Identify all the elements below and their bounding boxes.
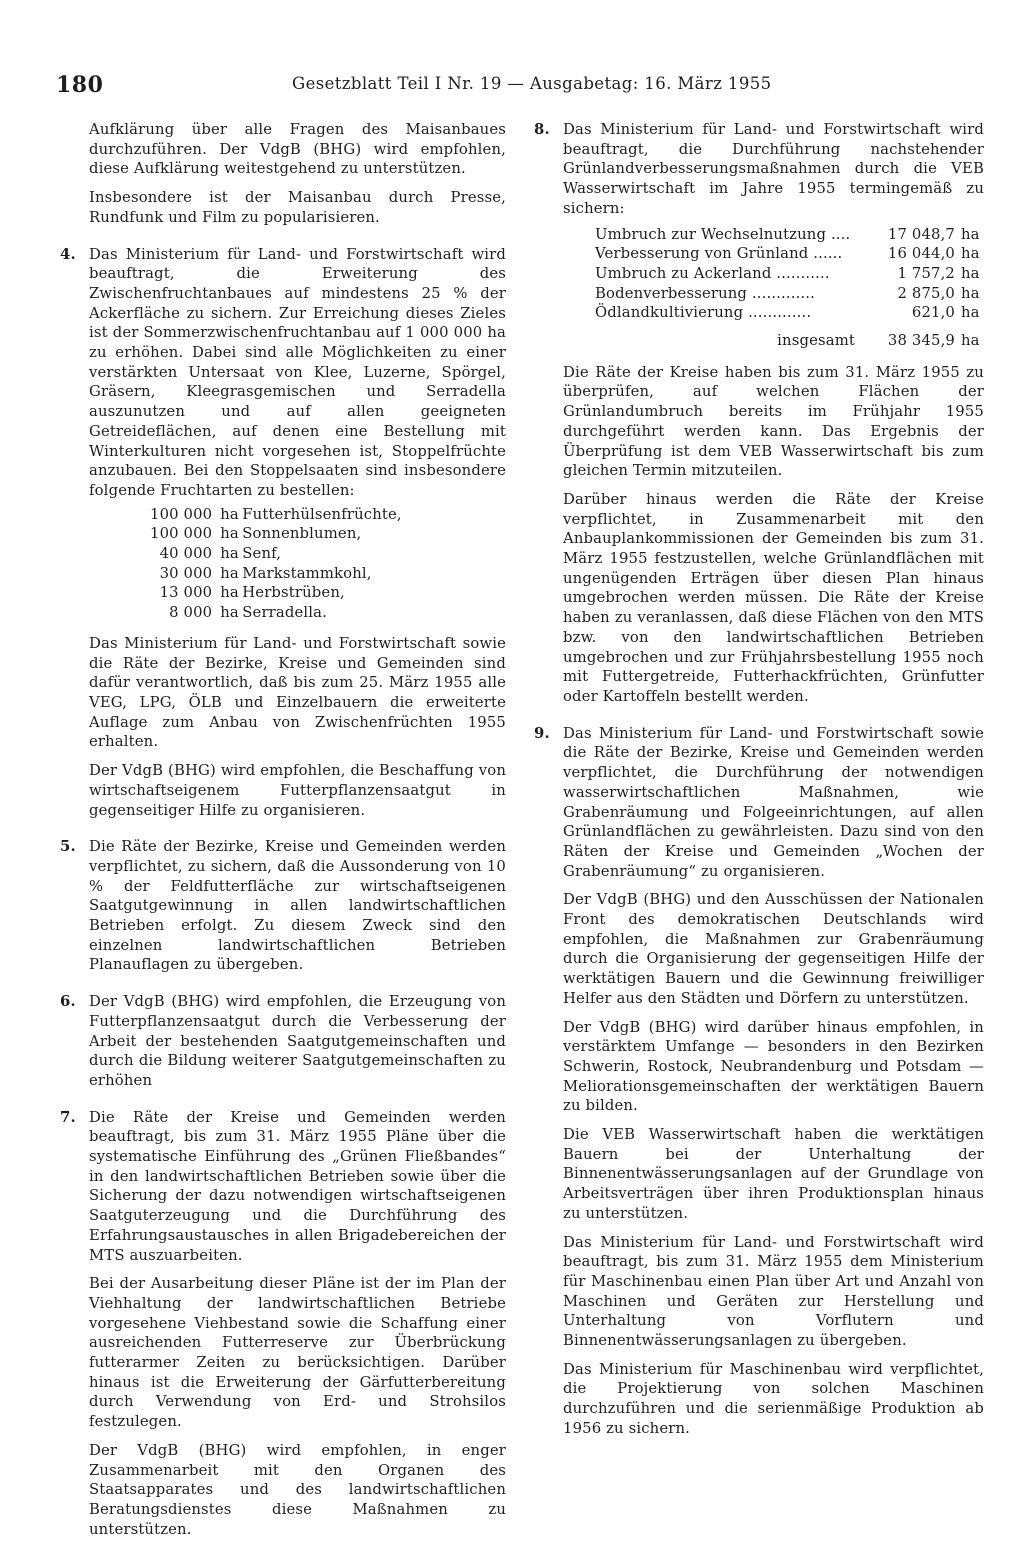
crop-row	[150, 524, 402, 544]
crop-row	[150, 583, 402, 603]
section-9-paragraph-3: Der VdgB (BHG) wird darüber hinaus empfohlen, in verstärktem Umfange — besonders in den Bezirken Schwerin, Rostock, Neubrandenburg und Potsdam — Meliorationsgemeinschaften der werktätigen Bauern zu bilden.	[563, 1018, 984, 1115]
measure-total-row	[595, 323, 983, 351]
section-5-paragraph-1: Die Räte der Bezirke, Kreise und Gemeinden werden verpflichtet, zu sichern, daß die Aussonderung von 10 % der Feldfutterfläche zur wirtschaftseigenen Saatgutgewinnung in allen landwirtschaftlichen Betrieben erfolgt. Zu diesem Zweck sind den einzelnen landwirtschaftlichen Betrieben Planauflagen zu übergeben.	[89, 838, 506, 974]
crop-amount: 100 000	[150, 525, 213, 543]
section-8-paragraph-2: Die Räte der Kreise haben bis zum 31. März 1955 zu überprüfen, auf welchen Flächen der Grünlandumbruch bereits im Frühjahr 1955 durchgeführt werden kann. Das Ergebnis der Überprüfung ist dem VEB Wasserwirtschaft bis zum gleichen Termin mitzuteilen.	[563, 363, 984, 480]
running-title: Gesetzblatt Teil I Nr. 19 — Ausgabetag: 16. März 1955	[292, 74, 772, 93]
measure-unit: ha	[961, 245, 980, 263]
crop-unit: ha	[220, 564, 239, 582]
section-8-paragraph-1: Das Ministerium für Land- und Forstwirtschaft wird beauftragt, die Durchführung nachstehender Grünlandverbesserungsmaßnahmen durch die VEB Wasserwirtschaft im Jahre 1955 termingemäß zu sichern:	[563, 121, 984, 217]
measure-label: Ödlandkultivierung .............	[595, 304, 812, 322]
total-label: insgesamt	[777, 332, 855, 350]
crop-amount: 100 000	[150, 505, 213, 523]
crop-name: Futterhülsenfrüchte,	[242, 505, 402, 523]
page-header	[56, 72, 956, 102]
section-9-paragraph-2: Der VdgB (BHG) und den Ausschüssen der Nationalen Front des demokratischen Deutschlands wird empfohlen, die Maßnahmen zur Grabenräumung durch die Organisierung der gegenseitigen Hilfe der werktätigen Bauern und die Gewinnung freiwilliger Helfer aus den Städten und Dörfern zu unterstützen.	[563, 891, 984, 1007]
measure-unit: ha	[961, 304, 980, 322]
section-7-paragraph-2: Bei der Ausarbeitung dieser Pläne ist der im Plan der Viehhaltung der landwirtschaftlichen Betriebe vorgesehene Viehbestand sowie die Schaffung einer ausreichenden Futterreserve zur Überbrückung futterarmer Zeiten zu berücksichtigen. Darüber hinaus ist die Erweiterung der Gärfutterbereitung durch Verwendung von Erd- und Strohsilos festzulegen.	[89, 1275, 506, 1431]
crop-unit: ha	[220, 525, 239, 543]
measure-value: 2 875,0	[897, 284, 955, 302]
section-5	[60, 837, 506, 975]
right-column	[534, 120, 984, 1448]
crop-name: Markstammkohl,	[242, 564, 372, 582]
grassland-measures-table	[595, 225, 983, 351]
crop-row	[150, 544, 402, 564]
left-column	[60, 120, 506, 1548]
measure-label: Umbruch zur Wechselnutzung ....	[595, 225, 851, 243]
crop-unit: ha	[220, 545, 239, 563]
intro-paragraph-2: Insbesondere ist der Maisanbau durch Presse, Rundfunk und Film zu popularisieren.	[89, 189, 506, 226]
crop-name: Sonnenblumen,	[242, 525, 362, 543]
section-4-paragraph-3: Der VdgB (BHG) wird empfohlen, die Beschaffung von wirtschaftseigenem Futterpflanzensaatgut in gegenseitiger Hilfe zu organisieren.	[89, 762, 506, 819]
measure-row	[595, 225, 983, 245]
section-4-paragraph-2: Das Ministerium für Land- und Forstwirtschaft sowie die Räte der Bezirke, Kreise und Gemeinden sind dafür verantwortlich, daß bis zum 25. März 1955 alle VEG, LPG, ÖLB und Einzelbauern die erweiterte Auflage zum Anbau von Zwischenfrüchten 1955 erhalten.	[89, 634, 506, 751]
crop-amount: 8 000	[169, 604, 213, 622]
measure-value: 621,0	[911, 304, 955, 322]
crop-unit: ha	[220, 584, 239, 602]
section-8	[534, 120, 984, 707]
crop-unit: ha	[220, 505, 239, 523]
measure-label: Bodenverbesserung .............	[595, 284, 816, 302]
section-7-paragraph-3: Der VdgB (BHG) wird empfohlen, in enger Zusammenarbeit mit den Organen des Staatsapparates und des landwirtschaftlichen Beratungsdienstes diese Maßnahmen zu unterstützen.	[89, 1441, 506, 1538]
section-9-paragraph-4: Die VEB Wasserwirtschaft haben die werktätigen Bauern bei der Unterhaltung der Binnenentwässerungsanlagen auf der Grundlage von Arbeitsverträgen über ihren Produktionsplan hinaus zu unterstützen.	[563, 1126, 984, 1222]
intro-paragraph-1: Aufklärung über alle Fragen des Maisanbaues durchzuführen. Der VdgB (BHG) wird empfohlen, diese Aufklärung weitestgehend zu unterstützen.	[89, 121, 506, 178]
section-number: 7.	[60, 1108, 76, 1126]
crop-row	[150, 564, 402, 584]
measure-value: 17 048,7	[887, 225, 955, 243]
section-8-paragraph-3: Darüber hinaus werden die Räte der Kreise verpflichtet, in Zusammenarbeit mit den Anbauplankommissionen der Gemeinden bis zum 31. März 1955 festzustellen, welche Grünlandflächen mit ungenügenden Erträgen über diesen Plan hinaus umgebrochen werden müssen. Die Räte der Kreise haben zu veranlassen, daß diese Flächen von den MTS bzw. von den landwirtschaftlichen Betrieben umgebrochen und zur Frühjahrsbestellung 1955 noch mit Futtergetreide, Futterhackfrüchten, Grünfutter oder Kartoffeln bestellt werden.	[563, 490, 984, 705]
crop-row	[150, 505, 402, 525]
total-unit: ha	[961, 332, 980, 350]
measure-row	[595, 264, 983, 284]
stubble-crops-table	[150, 505, 402, 623]
crop-amount: 40 000	[159, 545, 213, 563]
section-7	[60, 1108, 506, 1540]
crop-amount: 13 000	[159, 584, 213, 602]
section-9	[534, 724, 984, 1439]
measure-row	[595, 244, 983, 264]
total-value: 38 345,9	[887, 332, 955, 350]
section-9-paragraph-1: Das Ministerium für Land- und Forstwirtschaft sowie die Räte der Bezirke, Kreise und Gemeinden werden verpflichtet, die Durchführung der notwendigen wasserwirtschaftlichen Maßnahmen, wie Grabenräumung und Folgeeinrichtungen, auf allen Grünlandflächen zu gewährleisten. Dazu sind von den Räten der Kreise und Gemeinden „Wochen der Grabenräumung“ zu organisieren.	[563, 724, 984, 880]
section-number: 8.	[534, 121, 550, 138]
section-number: 4.	[60, 245, 76, 263]
crop-amount: 30 000	[159, 564, 213, 582]
section-number: 6.	[60, 993, 76, 1011]
crop-row	[150, 603, 402, 623]
crop-unit: ha	[220, 604, 239, 622]
measure-row	[595, 303, 983, 323]
section-number: 5.	[60, 838, 76, 856]
section-7-paragraph-1: Die Räte der Kreise und Gemeinden werden beauftragt, bis zum 31. März 1955 Pläne über die systematische Einführung des „Grünen Fließbandes“ in den landwirtschaftlichen Betrieben sowie über die Sicherung der dazu notwendigen wirtschaftseigenen Saatguterzeugung und die Durchführung des Erfahrungsaustausches in allen Brigadebereichen der MTS auszuarbeiten.	[89, 1108, 506, 1264]
measure-row	[595, 284, 983, 304]
section-4	[60, 245, 506, 821]
measure-label: Verbesserung von Grünland ......	[595, 245, 843, 263]
crop-name: Serradella.	[242, 604, 327, 622]
page-number: 180	[56, 72, 104, 98]
measure-unit: ha	[961, 264, 980, 282]
section-4-paragraph-1: Das Ministerium für Land- und Forstwirtschaft wird beauftragt, die Erweiterung des Zwischenfruchtanbaues auf mindestens 25 % der Ackerfläche zu sichern. Zur Erreichung dieses Zieles ist der Sommerzwischenfruchtanbau auf 1 000 000 ha zu erhöhen. Dabei sind alle Möglichkeiten zu einer verstärkten Untersaat von Klee, Luzerne, Spörgel, Gräsern, Kleegrasgemischen und Serradella auszunutzen und auf allen geeigneten Getreideflächen, auf denen eine Bestellung mit Winterkulturen nicht vorgesehen ist, Stoppelfrüchte anzubauen. Bei den Stoppelsaaten sind insbesondere folgende Fruchtarten zu bestellen:	[89, 245, 506, 499]
section-6-paragraph-1: Der VdgB (BHG) wird empfohlen, die Erzeugung von Futterpflanzensaatgut durch die Verbesserung der Arbeit der bestehenden Saatgutgemeinschaften und durch die Bildung weiterer Saatgutgemeinschaften zu erhöhen	[89, 993, 506, 1089]
measure-unit: ha	[961, 225, 980, 243]
section-6	[60, 992, 506, 1091]
measure-label: Umbruch zu Ackerland ...........	[595, 264, 830, 282]
crop-name: Senf,	[242, 545, 282, 563]
section-9-paragraph-6: Das Ministerium für Maschinenbau wird verpflichtet, die Projektierung von solchen Maschinen durchzuführen und die serienmäßige Produktion ab 1956 zu sichern.	[563, 1360, 984, 1437]
measure-value: 16 044,0	[887, 245, 955, 263]
measure-unit: ha	[961, 284, 980, 302]
measure-value: 1 757,2	[897, 264, 955, 282]
section-number: 9.	[534, 724, 550, 742]
crop-name: Herbstrüben,	[242, 584, 345, 602]
section-9-paragraph-5: Das Ministerium für Land- und Forstwirtschaft wird beauftragt, bis zum 31. März 1955 dem Ministerium für Maschinenbau einen Plan über Art und Anzahl von Maschinen und Geräten zur Herstellung und Unterhaltung von Vorflutern und Binnenentwässerungsanlagen zu übergeben.	[563, 1233, 984, 1350]
